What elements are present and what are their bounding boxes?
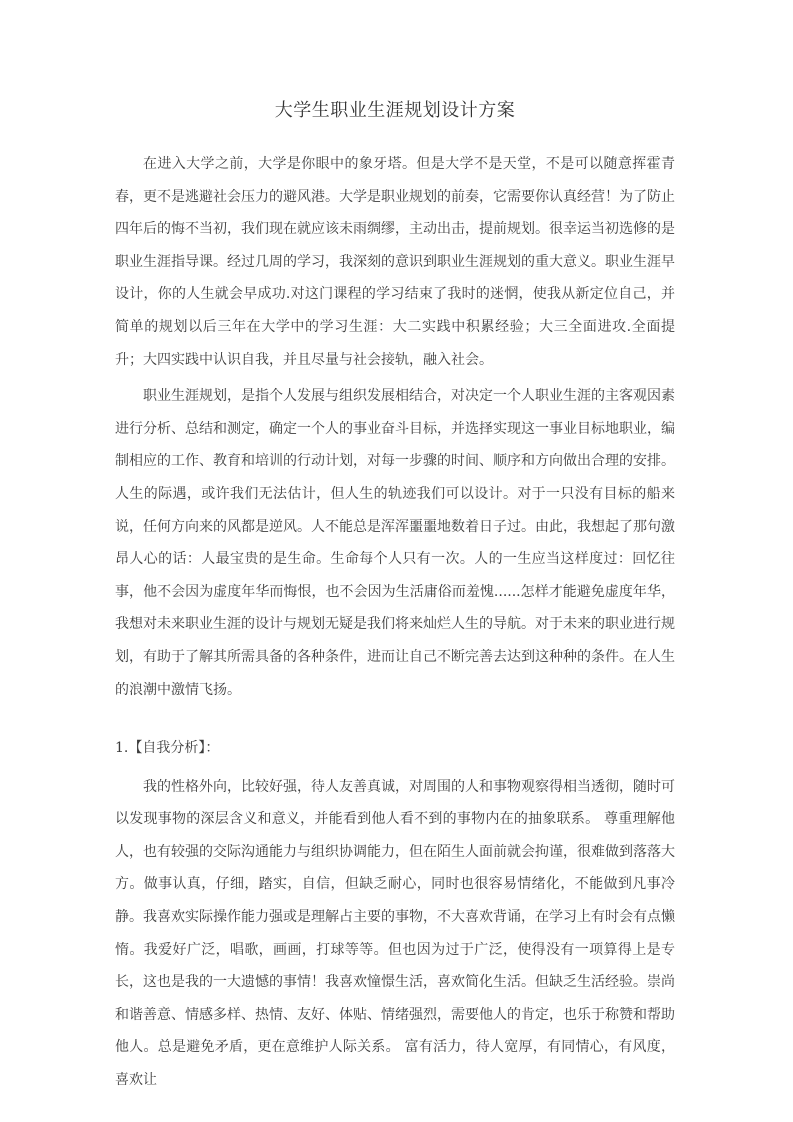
document-title: 大学生职业生涯规划设计方案 [274,100,516,121]
section-heading-self-analysis: 1.【自我分析】： [115,740,220,757]
intro-paragraph-2: 职业生涯规划，是指个人发展与组织发展相结合，对决定一个人职业生涯的主客观因素进行分析、总结和测定，确定一个人的事业奋斗目标，并选择实现这一事业目标地职业，编制相应的工作、教育和培训的行动计划，对每一步骤的时间、顺序和方向做出合理的安排。人生的际遇，或许我们无法估计，但人生的轨迹我们可以设计。对于一只没有目标的船来说，任何方向来的风都是逆风。人不能总是浑浑噩噩地数着日子过。由此，我想起了那句激昂人心的话：人最宝贵的是生命。生命每个人只有一次。人的一生应当这样度过：回忆往事，他不会因为虚度年华而悔恨，也不会因为生活庸俗而羞愧......怎样才能避免虚度年华，我想对未来职业生涯的设计与规划无疑是我们将来灿烂人生的导航。对于未来的职业进行规划，有助于了解其所需具备的各种条件，进而让自己不断完善去达到这种种的条件。在人生的浪潮中激情飞扬。 [115,388,675,698]
intro-paragraph-1: 在进入大学之前，大学是你眼中的象牙塔。但是大学不是天堂，不是可以随意挥霍青春，更不是逃避社会压力的避风港。大学是职业规划的前奏，它需要你认真经营！为了防止四年后的悔不当初，我们现在就应该未雨绸缪，主动出击，提前规划。很幸运当初选修的是职业生涯指导课。经过几周的学习，我深刻的意识到职业生涯规划的重大意义。职业生涯早设计，你的人生就会早成功.对这门课程的学习结束了我时的迷惘，使我从新定位自己，并简单的规划以后三年在大学中的学习生涯：大二实践中积累经验；大三全面进攻.全面提升；大四实践中认识自我，并且尽量与社会接轨，融入社会。 [115,156,675,368]
self-analysis-paragraph: 我的性格外向，比较好强，待人友善真诚，对周围的人和事物观察得相当透彻，随时可以发现事物的深层含义和意义，并能看到他人看不到的事物内在的抽象联系。 尊重理解他人，也有较强的交际沟通能力与组织协调能力，但在陌生人面前就会拘谨，很难做到落落大方。做事认真，仔细，踏实，自信，但缺乏耐心，同时也很容易情绪化，不能做到凡事冷静。我喜欢实际操作能力强或是理解占主要的事物，不大喜欢背诵，在学习上有时会有点懒惰。我爱好广泛，唱歌，画画，打球等等。但也因为过于广泛，使得没有一项算得上是专长，这也是我的一大遗憾的事情！我喜欢憧憬生活，喜欢简化生活。但缺乏生活经验。崇尚和谐善意、情感多样、热情、友好、体贴、情绪强烈，需要他人的肯定，也乐于称赞和帮助他人。总是避免矛盾，更在意维护人际关系。 富有活力，待人宽厚，有同情心，有风度，喜欢让 [115,778,675,1089]
